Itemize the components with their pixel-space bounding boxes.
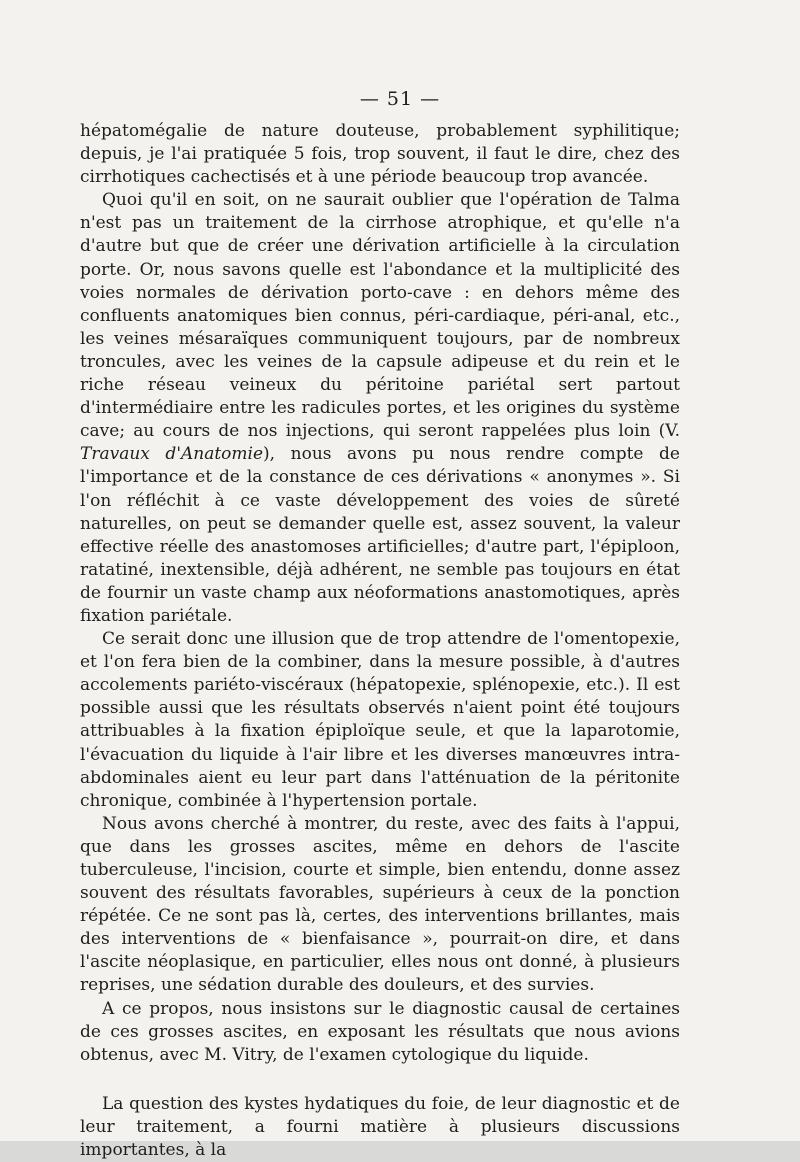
paragraph-2-italic-reference: Travaux d'Anatomie	[80, 444, 264, 465]
paragraph-5: A ce propos, nous insistons sur le diagnostic causal de certaines de ces grosses ascites, en exposant les résultats que nous avions obtenus, avec M. Vitry, de l'examen cytologique du liquide.	[80, 998, 680, 1065]
paragraph-3: Ce serait donc une illusion que de trop attendre de l'omentopexie, et l'on fera bien de la combiner, dans la mesure possible, à d'autres accolements pariéto-viscéraux (hépatopexie, splénopexie, etc.). Il est possible aussi que les résultats observés n'aient point été toujours attribuables à la fixation épiploïque seule, et que la laparotomie, l'évacuation du liquide à l'air libre et les diverses manœuvres intra-abdominales aient eu leur part dans l'atténuation de la péritonite chronique, combinée à l'hypertension portale.	[80, 629, 680, 811]
paragraph-1: hépatomégalie de nature douteuse, probablement syphilitique; depuis, je l'ai pratiquée 5 fois, trop souvent, il faut le dire, chez des cirrhotiques cachectisés et à une période beaucoup trop avancée.	[80, 121, 680, 188]
paragraph-4: Nous avons cherché à montrer, du reste, avec des faits à l'appui, que dans les grosses ascites, même en dehors de l'ascite tuberculeuse, l'incision, courte et simple, bien entendu, donne assez souvent des résultats favorables, supérieurs à ceux de la ponction répétée. Ce ne sont pas là, certes, des interventions brillantes, mais des interventions de « bienfaisance », pourrait-on dire, et dans l'ascite néoplasique, en particulier, elles nous ont donné, à plusieurs reprises, une sédation durable des douleurs, et des survies.	[80, 813, 680, 996]
body-text	[80, 120, 680, 1162]
paragraph-2-text-after: ), nous avons pu nous rendre compte de l'importance et de la constance de ces dérivations « anonymes ». Si l'on réfléchit à ce vaste développement des voies de sûreté naturelles, on peut se demander quelle est, assez souvent, la valeur effective réelle des anastomoses artificielles; d'autre part, l'épiploon, ratatiné, inextensible, déjà adhérent, ne semble pas toujours en état de fournir un vaste champ aux néoformations anastomotiques, après fixation pariétale.	[80, 444, 680, 626]
paragraph-6: La question des kystes hydatiques du foie, de leur diagnostic et de leur traitement, a fourni matière à plusieurs discussions importantes, à la	[80, 1093, 680, 1161]
paragraph-2	[80, 189, 680, 628]
page-number: — 51 —	[359, 88, 441, 110]
paragraph-2-text-before: Quoi qu'il en soit, on ne saurait oublier que l'opération de Talma n'est pas un traitement de la cirrhose atrophique, et qu'elle n'a d'autre but que de créer une dérivation artificielle à la circulation porte. Or, nous savons quelle est l'abondance et la multiplicité des voies normales de dérivation porto-cave : en dehors même des confluents anatomiques bien connus, péri-cardiaque, péri-anal, etc., les veines mésaraïques communiquent toujours, par de nombreux troncules, avec les veines de la capsule adipeuse et du rein et le riche réseau veineux du péritoine pariétal sert partout d'intermédiaire entre les radicules portes, et les origines du système cave; au cours de nos injections, qui seront rappelées plus loin (V.	[80, 190, 680, 442]
